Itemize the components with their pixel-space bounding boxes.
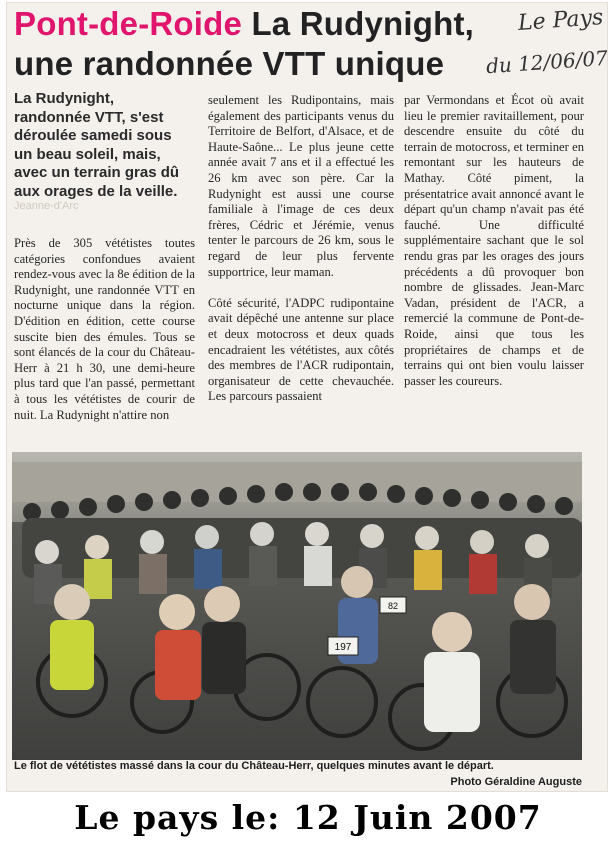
article-column-3: par Vermondans et Écot où avait lieu le premier ravitaillement, pour descendre ensuite du côté du terrain de motocross, et terminer en remontant sur les hauteurs de Mathay. Côté piment, la présentatrice avait annoncé avant le départ qu'un champ n'avait pas été fauché. Une difficulté supplémentaire sachant que le sol rendu gras par les orages des jours précédents a dû provoquer bon nombre de glissades. Jean-Marc Vadan, président de l'ACR, a remercié la commune de Pont-de-Roide, ainsi que tous les propriétaires de champs et de terrains qui ont bien voulu laisser passer les coureurs. [404,93,584,388]
photo-caption: Le flot de vététistes massé dans la cour du Château-Herr, quelques minutes avant le départ. [14,760,494,772]
headline-place: Pont-de-Roide [14,5,243,42]
cyclists-photo-illustration [12,452,582,760]
handwritten-date: du 12/06/07 [485,45,609,79]
bleed-through-text: Jeanne-d'Arc [14,200,79,212]
number-plate-left: 197 [334,642,352,653]
headline [14,4,484,84]
article-column-2: seulement les Rudipontains, mais également des participants venus du Territoire de Belfort, d'Alsace, et de Haute-Saône... Le plus jeune cette année avait 7 ans et il a effectué les 26 km avec son père. Car la Rudynight est aussi une course familiale à l'image de ces deux frères, Cédric et Jérémie, venus tenter le parcours de 26 km, sous le regard de leur plus fervente supportrice, leur maman. Côté sécurité, l'ADPC rudipontaine avait dépêché une antenne sur place et deux motocross et deux quads encadraient les vététistes, aux côtés des membres de l'ACR rudipontain, organisateur de cette chevauchée. Les parcours passaient [208,93,394,404]
number-plate-right: 82 [387,601,399,611]
handwritten-paper-name: Le Pays [517,5,605,36]
headline-title: La Rudynight, une randonnée VTT unique [14,5,475,82]
cyclists-photo [12,452,582,760]
article-column-1: Près de 305 vététistes toutes catégories confondues avaient rendez-vous avec la 8e édition de la Rudynight, une randonnée VTT en nocturne unique dans la région. D'édition en édition, cette course suscite bien des émules. Tous se sont élancés de la cour du Château-Herr à 21 h 30, une demi-heure plus tard que l'an passé, permettant à tous les vététistes de courir de nuit. La Rudynight n'attire non [14,236,195,422]
article-lead: La Rudynight, randonnée VTT, s'est déroulée samedi sous un beau soleil, mais, avec un terrain gras dû aux orages de la veille. [14,90,180,200]
photo-credit: Photo Géraldine Auguste [450,776,582,788]
footer-date-line: Le pays le: 12 Juin 2007 [74,798,542,837]
